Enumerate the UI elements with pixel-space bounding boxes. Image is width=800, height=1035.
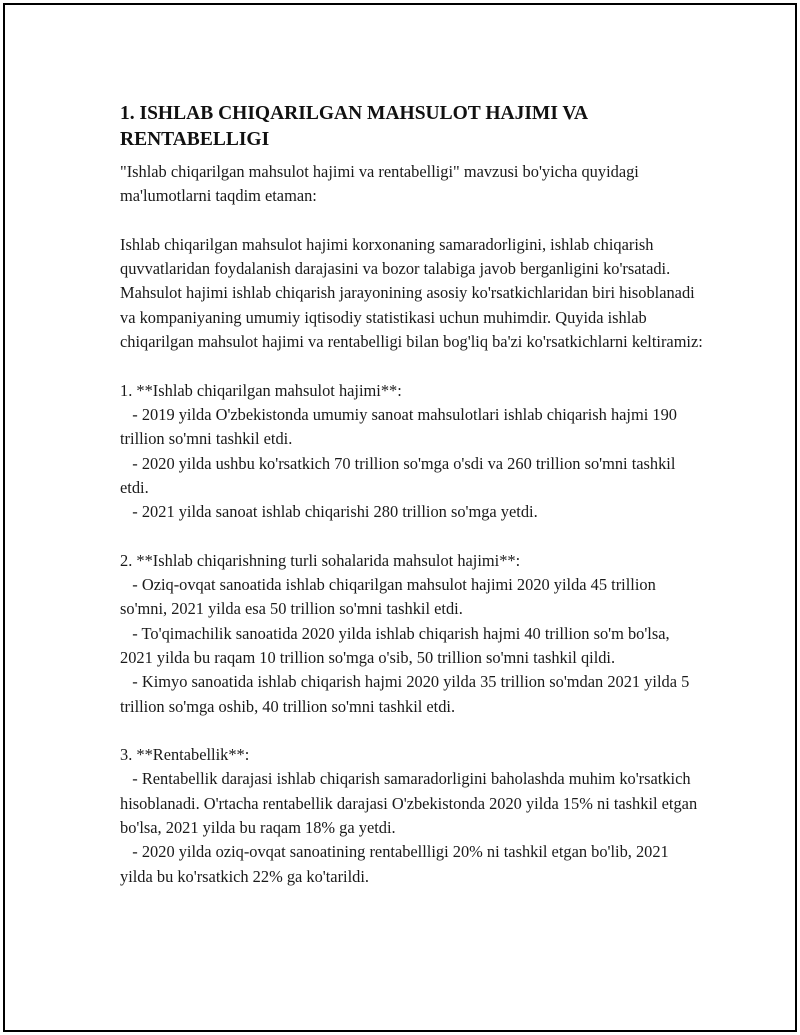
list-item: - Rentabellik darajasi ishlab chiqarish samaradorligini baholashda muhim ko'rsatkich hisoblanadi. O'rtacha rentabellik darajasi O'zbekistonda 2020 yilda 15% ni tashkil etgan bo'lsa, 2021 yilda bu raqam 18% ga yetdi.: [120, 769, 702, 838]
section-production-volume: [120, 379, 705, 525]
document-page: [3, 3, 797, 1032]
list-item: - 2020 yilda ushbu ko'rsatkich 70 trillion so'mga o'sdi va 260 trillion so'mni tashkil etdi.: [120, 453, 680, 497]
section-heading: 3. **Rentabellik**:: [120, 745, 250, 765]
list-item: - Oziq-ovqat sanoatida ishlab chiqarilgan mahsulot hajimi 2020 yilda 45 trillion so'mni, 2021 yilda esa 50 trillion so'mni tashkil etdi.: [120, 575, 660, 619]
list-item: - 2020 yilda oziq-ovqat sanoatining rentabellligi 20% ni tashkil etgan bo'lib, 2021 yilda bu ko'rsatkich 22% ga ko'tarildi.: [120, 842, 673, 886]
paragraph-spacer: [120, 209, 705, 233]
list-item: - Kimyo sanoatida ishlab chiqarish hajmi 2020 yilda 35 trillion so'mdan 2021 yilda 5 trillion so'mga oshib, 40 trillion so'mni tashkil etdi.: [120, 672, 694, 716]
section-industry-volume: [120, 549, 705, 719]
list-item: - 2019 yilda O'zbekistonda umumiy sanoat mahsulotlari ishlab chiqarish hajmi 190 trillion so'mni tashkil etdi.: [120, 404, 682, 449]
document-title: 1. ISHLAB CHIQARILGAN MAHSULOT HAJIMI VA RENTABELLIGI: [120, 103, 588, 150]
intro-paragraph: "Ishlab chiqarilgan mahsulot hajimi va rentabelligi" mavzusi bo'yicha quyidagi ma'lumotlarni taqdim etaman:: [120, 162, 643, 206]
paragraph-spacer: [120, 354, 705, 378]
section-heading: 1. **Ishlab chiqarilgan mahsulot hajimi**:: [120, 380, 402, 400]
overview-paragraph: Ishlab chiqarilgan mahsulot hajimi korxonaning samaradorligini, ishlab chiqarish quvvatlaridan foydalanish darajasini va bozor talabiga javob berganligini ko'rsatadi. Mahsulot hajimi ishlab chiqarish jarayonining asosiy ko'rsatkichlaridan biri hisoblanadi va kompaniyaning umumiy iqtisodiy statistikasi uchun muhimdir. Quyida ishlab chiqarilgan mahsulot hajimi va rentabelligi bilan bog'liq ba'zi ko'rsatkichlarni keltiramiz:: [120, 234, 703, 352]
section-heading: 2. **Ishlab chiqarishning turli sohalarida mahsulot hajimi**:: [120, 550, 521, 570]
section-profitability: [120, 743, 705, 889]
list-item: - To'qimachilik sanoatida 2020 yilda ishlab chiqarish hajmi 40 trillion so'm bo'lsa, 2021 yilda bu raqam 10 trillion so'mga o'sib, 50 trillion so'mni tashkil qildi.: [120, 623, 674, 667]
paragraph-spacer: [120, 524, 705, 548]
paragraph-spacer: [120, 719, 705, 743]
document-body: [120, 101, 705, 889]
list-item: - 2021 yilda sanoat ishlab chiqarishi 280 trillion so'mga yetdi.: [120, 502, 538, 522]
